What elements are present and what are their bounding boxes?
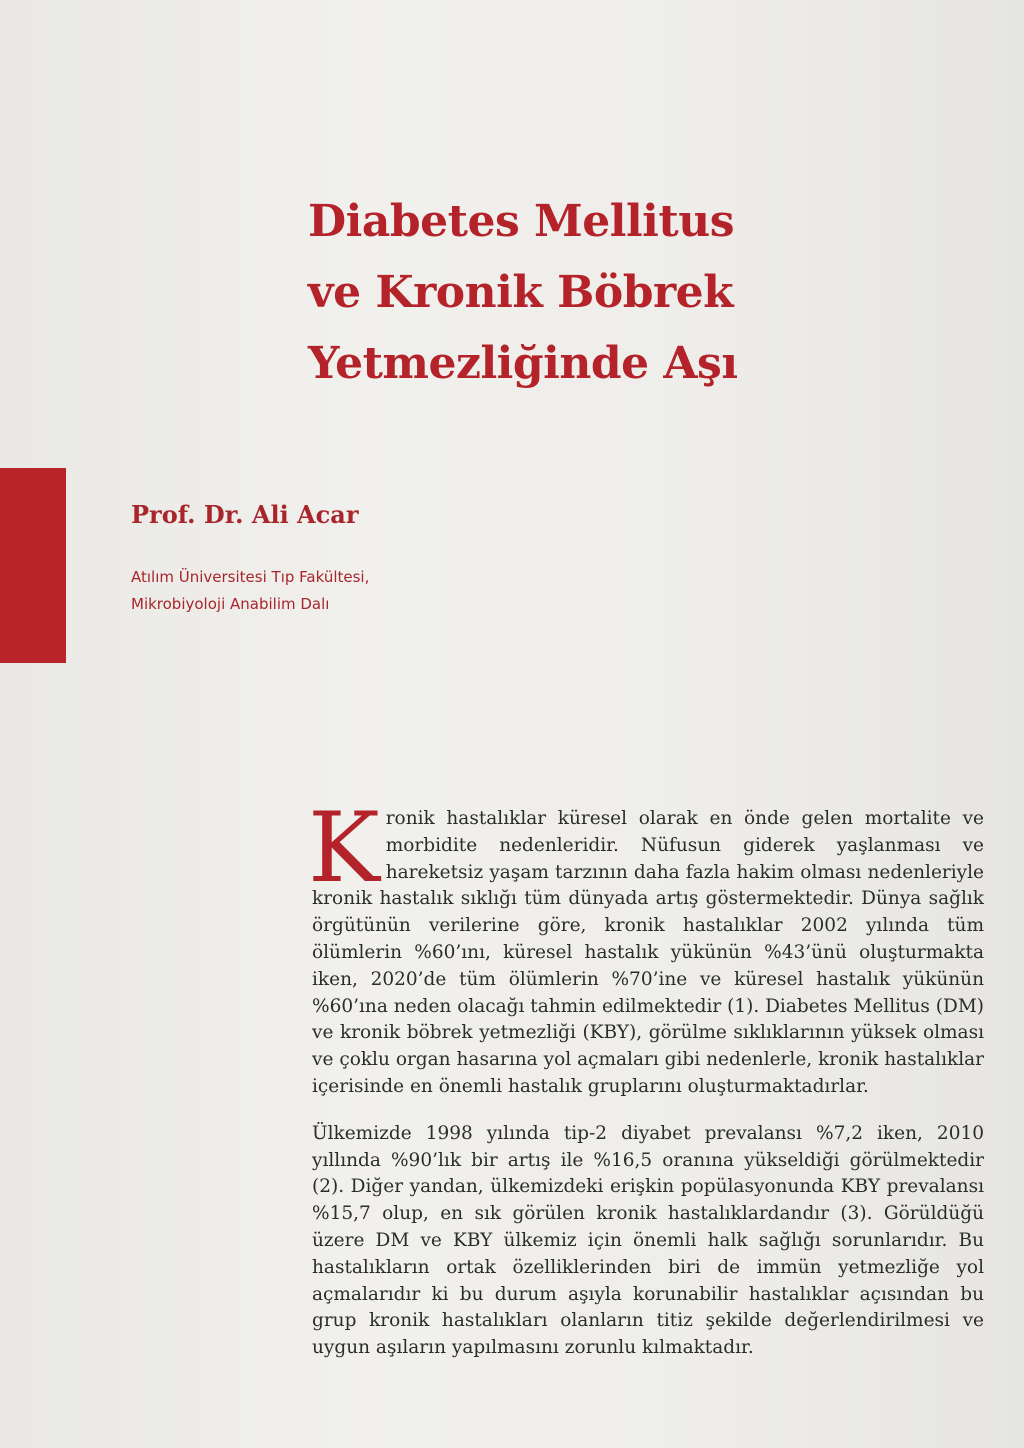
accent-bar — [0, 468, 66, 663]
paragraph-2: Ülkemizde 1998 yılında tip-2 diyabet prevalansı %7,2 iken, 2010 yıllında %90’lık bir artış ile %16,5 oranına yükseldiği görülmektedir (2). Diğer yandan, ülkemizdeki erişkin popülasyonunda KBY prevalansı %15,7 olup, en sık görülen kronik hastalıklardandır (3). Görüldüğü üzere DM ve KBY ülkemiz için önemli halk sağlığı sorunlarıdır. Bu hastalıkların ortak özelliklerinden biri de immün yetmezliğe yol açmalarıdır ki bu durum aşıyla korunabilir hastalıklar açısından bu grup kronik hastalıkları olanların titiz şekilde değerlendirilmesi ve uygun aşıların yapılmasını zorunlu kılmaktadır. — [312, 1122, 984, 1359]
drop-cap: K — [308, 792, 380, 904]
article-body — [308, 792, 984, 1362]
paragraph-1 — [308, 792, 984, 1101]
author-name: Prof. Dr. Ali Acar — [131, 500, 359, 529]
author-affiliation — [131, 564, 369, 618]
chapter-title-line-1: Diabetes Mellitus — [308, 196, 734, 247]
affiliation-line-1: Atılım Üniversitesi Tıp Fakültesi, — [131, 568, 370, 586]
chapter-title-line-3: Yetmezliğinde Aşı — [308, 338, 738, 389]
chapter-title — [308, 186, 868, 399]
paragraph-1-text: ronik hastalıklar küresel olarak en önde gelen mortalite ve morbidite nedenleridir. Nüfusun giderek yaşlanması ve hareketsiz yaşam tarzının daha fazla hakim olması nedenleriyle kronik hastalık sıklığı tüm dünyada artış göstermektedir. Dünya sağlık örgütünün verilerine göre, kronik hastalıklar 2002 yılında tüm ölümlerin %60’ını, küresel hastalık yükünün %43’ünü oluşturmakta iken, 2020’de tüm ölümlerin %70’ine ve küresel hastalık yükünün %60’ına neden olacağı tahmin edilmektedir (1). Diabetes Mellitus (DM) ve kronik böbrek yetmezliği (KBY), görülme sıklıklarının yüksek olması ve çoklu organ hasarına yol açmaları gibi nedenlerle, kronik hastalıklar içerisinde en önemli hastalık gruplarını oluşturmaktadırlar. — [312, 808, 984, 1097]
affiliation-line-2: Mikrobiyoloji Anabilim Dalı — [131, 595, 330, 613]
chapter-title-line-2: ve Kronik Böbrek — [308, 267, 734, 318]
